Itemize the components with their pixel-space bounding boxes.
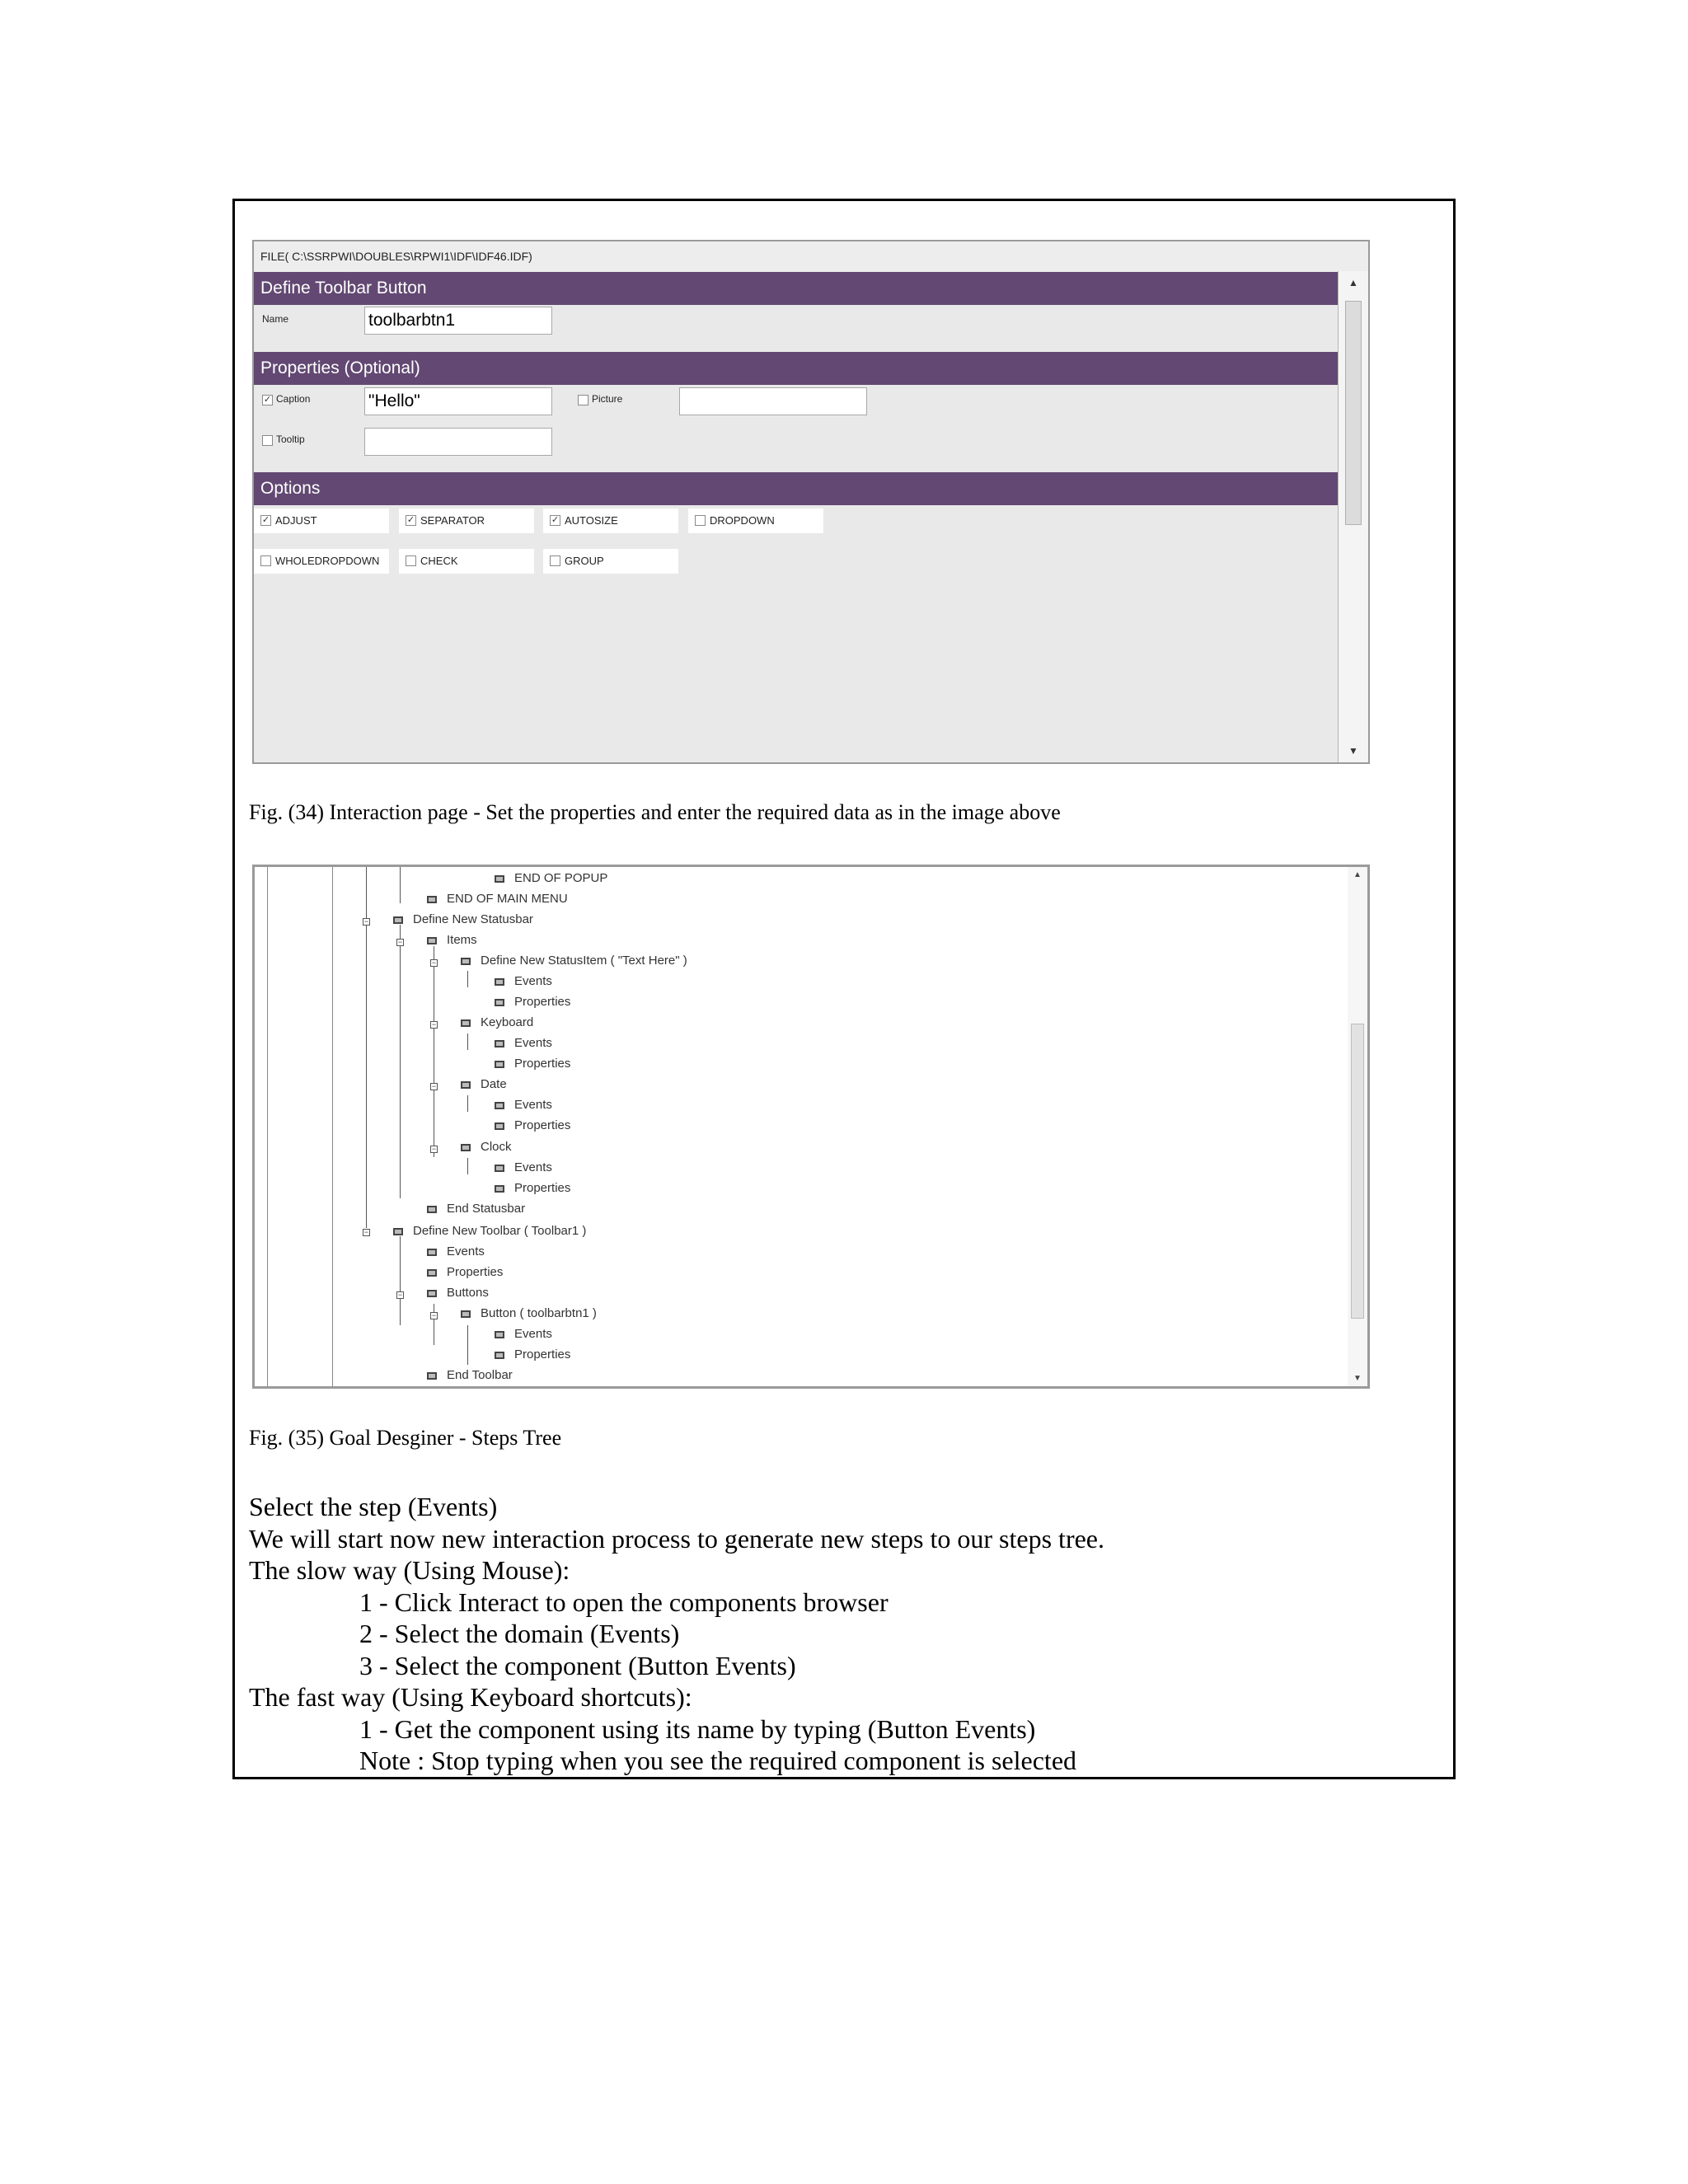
tree-guide-line: [332, 867, 333, 1389]
step-icon: [495, 1122, 504, 1130]
collapse-icon[interactable]: −: [431, 1145, 437, 1153]
instruction-line: We will start now new interaction process to generate new steps to our steps tree.: [249, 1524, 1104, 1554]
option-checkbox[interactable]: [260, 555, 271, 566]
step-icon: [393, 916, 403, 924]
instruction-step: 3 - Select the component (Button Events): [359, 1651, 796, 1680]
step-icon: [495, 978, 504, 986]
tree-node[interactable]: Properties: [495, 1118, 570, 1134]
tree-node[interactable]: Define New Toolbar ( Toolbar1 ): [393, 1223, 586, 1240]
option-label: DROPDOWN: [710, 514, 775, 527]
option-autosize[interactable]: [543, 509, 678, 533]
step-icon: [495, 1102, 504, 1109]
section-properties: Properties (Optional): [254, 352, 1339, 385]
tree-node[interactable]: Clock: [461, 1139, 512, 1155]
tree-node[interactable]: Events: [495, 1035, 552, 1052]
scroll-thumb[interactable]: [1351, 1024, 1364, 1319]
step-icon: [427, 937, 437, 944]
step-icon: [495, 1061, 504, 1068]
name-field[interactable]: toolbarbtn1: [364, 307, 552, 335]
option-checkbox[interactable]: [695, 515, 706, 526]
tree-guide-line: [400, 1236, 401, 1325]
step-icon: [495, 1185, 504, 1193]
tree-node[interactable]: Properties: [495, 1180, 570, 1197]
figure-34-caption: Fig. (34) Interaction page - Set the properties and enter the required data as in the image above: [249, 800, 1061, 824]
scroll-up-icon[interactable]: ▲: [1353, 870, 1362, 879]
scroll-up-icon[interactable]: ▲: [1348, 277, 1358, 288]
collapse-icon[interactable]: −: [397, 938, 403, 946]
tree-guide-line: [467, 971, 468, 987]
tree-guide-line: [267, 867, 268, 1389]
step-icon: [495, 1040, 504, 1047]
step-icon: [427, 1269, 437, 1277]
tooltip-label: Tooltip: [276, 434, 305, 445]
collapse-icon[interactable]: −: [431, 1020, 437, 1029]
tree-node[interactable]: END OF POPUP: [495, 870, 607, 887]
option-dropdown[interactable]: [688, 509, 823, 533]
tree-node[interactable]: Events: [495, 1097, 552, 1113]
step-icon: [427, 1372, 437, 1380]
tree-guide-line: [467, 1158, 468, 1174]
figure-35-caption: Fig. (35) Goal Desginer - Steps Tree: [249, 1426, 562, 1450]
option-checkbox[interactable]: ✓: [406, 515, 415, 525]
collapse-icon[interactable]: −: [363, 1228, 369, 1236]
picture-checkbox[interactable]: [578, 395, 588, 405]
tree-guide-line: [400, 925, 401, 1198]
option-label: AUTOSIZE: [565, 514, 618, 527]
option-checkbox[interactable]: ✓: [261, 515, 270, 525]
instruction-note: Note : Stop typing when you see the required component is selected: [359, 1746, 1077, 1775]
tree-node[interactable]: Events: [427, 1244, 485, 1260]
tree-node[interactable]: Properties: [495, 994, 570, 1010]
tooltip-checkbox[interactable]: [262, 435, 273, 446]
option-checkbox[interactable]: ✓: [551, 515, 560, 525]
instruction-step: 1 - Click Interact to open the components browser: [359, 1587, 889, 1617]
option-label: SEPARATOR: [420, 514, 485, 527]
collapse-icon[interactable]: −: [363, 917, 369, 926]
tree-node[interactable]: Properties: [495, 1347, 570, 1363]
option-checkbox[interactable]: [406, 555, 416, 566]
tree-node[interactable]: END OF MAIN MENU: [427, 891, 568, 907]
step-icon: [461, 1081, 471, 1089]
tree-node[interactable]: Events: [495, 1326, 552, 1343]
collapse-icon[interactable]: −: [431, 1082, 437, 1090]
scroll-down-icon[interactable]: ▼: [1348, 745, 1358, 757]
tree-node[interactable]: End Toolbar: [427, 1367, 513, 1384]
step-icon: [427, 1206, 437, 1213]
tree-guide-line: [467, 1095, 468, 1112]
define-toolbar-button-window: [252, 240, 1370, 764]
scroll-down-icon[interactable]: ▼: [1353, 1374, 1362, 1383]
caption-label: Caption: [276, 393, 311, 405]
step-icon: [495, 1165, 504, 1172]
option-check[interactable]: [399, 549, 534, 574]
file-path-bar: FILE( C:\SSRPWI\DOUBLES\RPWI1\IDF\IDF46.IDF): [254, 241, 1368, 272]
tree-node[interactable]: Date: [461, 1076, 507, 1093]
form-content: [254, 271, 1339, 762]
option-label: ADJUST: [275, 514, 317, 527]
step-icon: [461, 1019, 471, 1027]
instruction-line: The fast way (Using Keyboard shortcuts):: [249, 1682, 692, 1712]
step-icon: [393, 1228, 403, 1235]
tree-guide-line: [467, 1325, 468, 1365]
step-icon: [495, 999, 504, 1006]
option-separator[interactable]: [399, 509, 534, 533]
step-icon: [495, 1352, 504, 1359]
option-label: GROUP: [565, 555, 604, 567]
tree-node[interactable]: Buttons: [427, 1285, 489, 1301]
caption-field[interactable]: "Hello": [364, 387, 552, 415]
vertical-scrollbar[interactable]: [1348, 867, 1367, 1386]
collapse-icon[interactable]: −: [431, 958, 437, 967]
collapse-icon[interactable]: −: [397, 1291, 403, 1299]
option-adjust[interactable]: [254, 509, 389, 533]
option-wholedropdown[interactable]: [254, 549, 389, 574]
instruction-step: 1 - Get the component using its name by typing (Button Events): [359, 1714, 1036, 1744]
steps-tree-window: [252, 865, 1370, 1389]
step-icon: [495, 1331, 504, 1338]
tree-node[interactable]: Define New StatusItem ( "Text Here" ): [461, 953, 687, 969]
caption-checkbox[interactable]: ✓: [263, 395, 272, 405]
step-icon: [427, 1249, 437, 1256]
tree-node[interactable]: Properties: [427, 1264, 503, 1281]
option-label: WHOLEDROPDOWN: [275, 555, 380, 567]
picture-label: Picture: [592, 393, 623, 405]
option-group[interactable]: [543, 549, 678, 574]
instruction-step: 2 - Select the domain (Events): [359, 1619, 680, 1648]
tooltip-field[interactable]: [364, 428, 552, 456]
step-icon: [461, 1144, 471, 1151]
instruction-line: Select the step (Events): [249, 1492, 498, 1521]
option-label: CHECK: [420, 555, 458, 567]
step-icon: [427, 896, 437, 903]
tree-node[interactable]: Properties: [495, 1056, 570, 1072]
tree-node[interactable]: Items: [427, 932, 477, 949]
section-options: Options: [254, 472, 1339, 505]
vertical-scrollbar[interactable]: [1338, 271, 1368, 762]
picture-field[interactable]: [679, 387, 867, 415]
tree-node[interactable]: Define New Statusbar: [393, 912, 533, 928]
tree-guide-line: [467, 1033, 468, 1050]
step-icon: [427, 1290, 437, 1297]
step-icon: [461, 1310, 471, 1318]
name-label: Name: [262, 313, 289, 325]
step-icon: [461, 958, 471, 965]
tree-node[interactable]: End Statusbar: [427, 1201, 525, 1217]
tree-guide-line: [400, 867, 401, 903]
collapse-icon[interactable]: −: [431, 1311, 437, 1319]
tree-node[interactable]: Keyboard: [461, 1015, 533, 1031]
tree-node[interactable]: Button ( toolbarbtn1 ): [461, 1305, 597, 1322]
step-icon: [495, 875, 504, 883]
scroll-thumb[interactable]: [1345, 301, 1362, 525]
option-checkbox[interactable]: [550, 555, 560, 566]
tree-node[interactable]: Events: [495, 973, 552, 990]
tree-node[interactable]: Events: [495, 1160, 552, 1176]
instruction-line: The slow way (Using Mouse):: [249, 1555, 570, 1585]
section-define-toolbar-button: Define Toolbar Button: [254, 272, 1339, 305]
